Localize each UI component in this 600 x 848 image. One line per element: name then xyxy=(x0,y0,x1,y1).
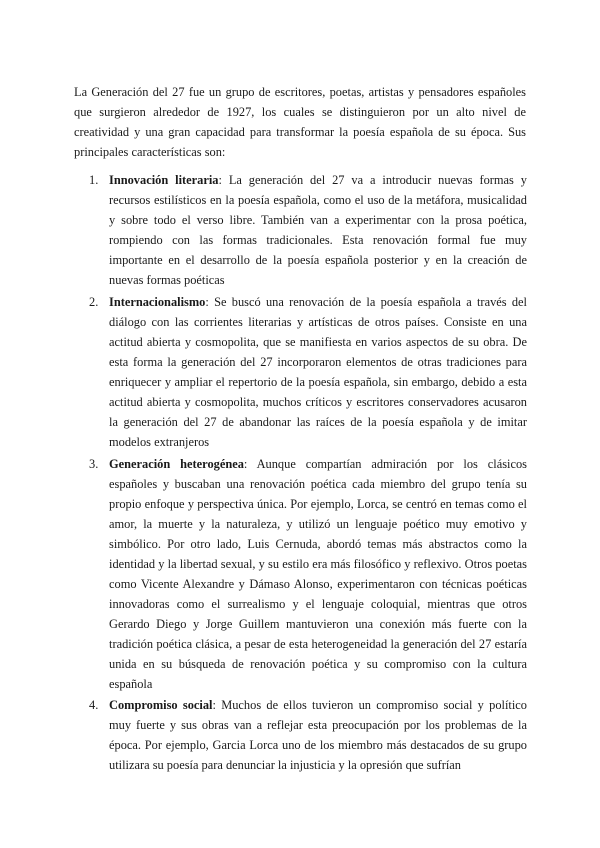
intro-paragraph: La Generación del 27 fue un grupo de escritores, poetas, artistas y pensadores españoles que surgieron alrededor de 1927, los cuales se distinguieron por un alto nivel de creatividad y una gran capacidad para transformar la poesía española de su época. Sus principales características son: xyxy=(74,85,526,159)
list-item-number: 4. xyxy=(89,698,99,712)
list-item-body: Aunque compartían admiración por los clásicos españoles y buscaban una renovación poética cada miembro del grupo tenía su propio enfoque y perspectiva única. Por ejemplo, Lorca, se centró en temas como el amor, la muerte y la naturaleza, y utilizó un lenguaje poético muy emotivo y simbólico. Por otro lado, Luis Cernuda, abordó temas más abstractos como la identidad y la libertad sexual, y su estilo era más filosófico y reflexivo. Otros poetas como Vicente Alexandre y Dámaso Alonso, experimentaron con técnicas poéticas innovadoras como el surrealismo y el lenguaje coloquial, mientras que otros Gerardo Diego y Jorge Guillem mantuvieron una conexión más fuerte con la tradición poética clásica, a pesar de esta heterogeneidad la generación del 27 estaría unida en su búsqueda de renovación poética y su compromiso con la cultura española xyxy=(109,457,527,691)
list-item-term: Generación heterogénea xyxy=(109,457,244,471)
list-item xyxy=(89,695,527,775)
term-separator: : xyxy=(212,698,216,712)
term-separator: : xyxy=(243,457,248,471)
list-item xyxy=(89,454,527,694)
list-item-text xyxy=(109,292,527,452)
list-item-text xyxy=(109,695,527,775)
list-item xyxy=(89,170,527,290)
list-item-term: Compromiso social xyxy=(109,698,213,712)
list-item-term: Innovación literaria xyxy=(109,173,219,187)
list-item-number: 1. xyxy=(89,173,99,187)
list-item xyxy=(89,292,527,452)
list-item-text xyxy=(109,454,527,694)
list-item-term: Internacionalismo xyxy=(109,295,206,309)
term-separator: : xyxy=(205,295,209,309)
list-item-body: Muchos de ellos tuvieron un compromiso social y político muy fuerte y sus obras van a reflejar esta preocupación por los problemas de la época. Por ejemplo, Garcia Lorca uno de los miembro más destacados de su grupo utilizara su poesía para denunciar la injusticia y la opresión que sufrían xyxy=(109,698,527,772)
list-item-body: La generación del 27 va a introducir nuevas formas y recursos estilísticos en la poesía española, como el uso de la metáfora, musicalidad y sobre todo el verso libre. También van a experimentar con la prosa poética, rompiendo con las formas tradicionales. Esta renovación formal fue muy importante en el desarrollo de la poesía española posterior y en la creación de nuevas formas poéticas xyxy=(109,173,527,287)
term-separator: : xyxy=(218,173,222,187)
list-item-body: Se buscó una renovación de la poesía española a través del diálogo con las corrientes literarias y artísticas de otros países. Consiste en una actitud abierta y cosmopolita, que se manifiesta en varios aspectos de su obra. De esta forma la generación del 27 incorporaron elementos de otras tradiciones para enriquecer y ampliar el repertorio de la poesía española, sin embargo, debido a esta actitud abierta y cosmopolita, muchos críticos y escritores conservadores acusaron la generación del 27 de abandonar las raíces de la poesía española y de imitar modelos extranjeros xyxy=(109,295,527,449)
list-item-text xyxy=(109,170,527,290)
list-item-number: 2. xyxy=(89,295,99,309)
list-item-number: 3. xyxy=(89,457,99,471)
